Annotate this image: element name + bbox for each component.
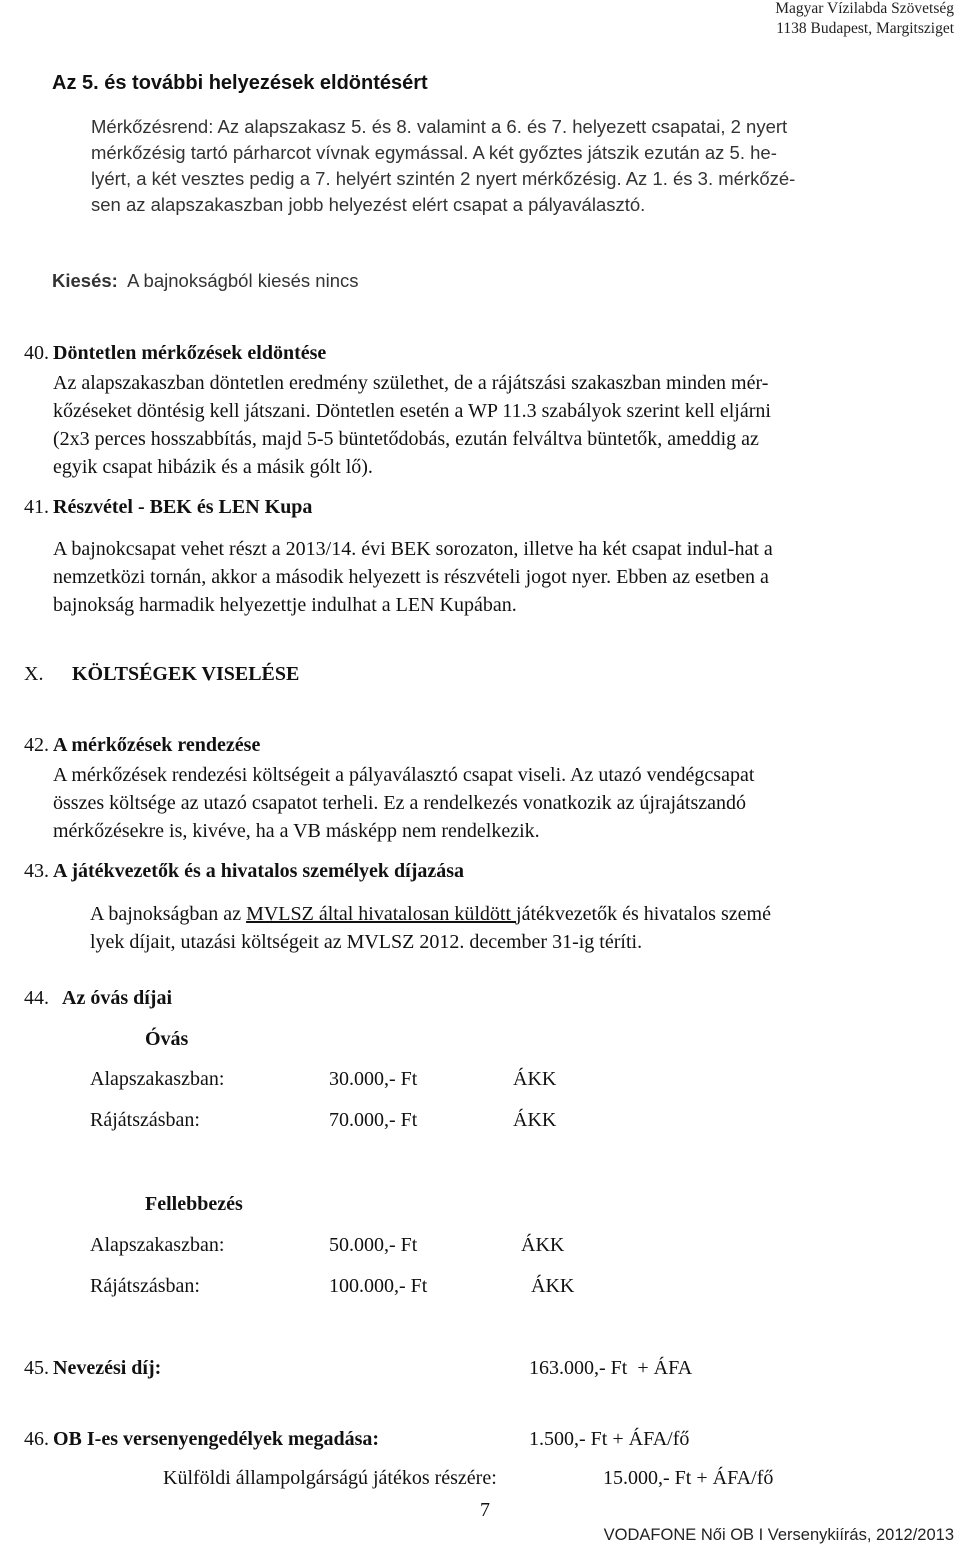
item43-line1-pre: A bajnokságban az — [90, 903, 247, 925]
item40-line: kőzéseket döntésig kell játszani. Döntetlen esetén a WP 11.3 szabályok szerint kell eljárni — [53, 400, 771, 422]
item42-number: 42. — [24, 734, 49, 756]
item43-line-2: lyek díjait, utazási költségeit az MVLSZ 2012. december 31-ig téríti. — [90, 931, 643, 953]
item40-line: egyik csapat hibázik és a másik gólt lő). — [53, 456, 373, 478]
fee-amount: 100.000,- Ft — [329, 1275, 428, 1297]
fee-label: Alapszakaszban: — [90, 1068, 225, 1090]
section-5th-line: Mérkőzésrend: Az alapszakasz 5. és 8. valamint a 6. és 7. helyezett csapatai, 2 nyert — [91, 116, 788, 137]
item45-title: Nevezési díj: — [53, 1357, 162, 1379]
item42-line: mérkőzésekre is, kivéve, ha a VB másképp nem rendelkezik. — [53, 820, 540, 842]
appeal-heading: Fellebbezés — [145, 1193, 243, 1215]
item42-body — [53, 761, 754, 845]
fee-amount: 30.000,- Ft — [329, 1068, 418, 1090]
item40-line: Az alapszakaszban döntetlen eredmény születhet, de a rájátszási szakaszban minden mér- — [53, 372, 769, 394]
item41-line: A bajnokcsapat vehet részt a 2013/14. évi BEK sorozaton, illetve ha két csapat indul-hat a — [53, 538, 773, 560]
relegation-label: Kiesés: — [52, 270, 118, 291]
item43-line1-post: játékvezetők és hivatalos szemé — [516, 903, 771, 925]
fee-amount: 70.000,- Ft — [329, 1109, 418, 1131]
section-5th-line: sen az alapszakaszban jobb helyezést elért csapat a pályaválasztó. — [91, 194, 646, 215]
item44-title: Az óvás díjai — [62, 987, 172, 1009]
item40-line: (2x3 perces hosszabbítás, majd 5-5 büntetődobás, ezután felváltva büntetők, ameddig az — [53, 428, 759, 450]
fee-label: Alapszakaszban: — [90, 1234, 225, 1256]
item42-title: A mérkőzések rendezése — [53, 734, 261, 756]
item40-body — [53, 369, 771, 481]
item46-title: OB I-es versenyengedélyek megadása: — [53, 1428, 380, 1450]
item43-line1-underlined: MVLSZ által hivatalosan küldött — [246, 903, 517, 925]
section-5th-title: Az 5. és további helyezések eldöntésért — [52, 72, 428, 94]
fee-unit: ÁKK — [531, 1275, 575, 1297]
item41-body — [53, 535, 773, 619]
item41-line: nemzetközi tornán, akkor a második helyezett is részvételi jogot nyer. Ebben az esetben a — [53, 566, 769, 588]
fee-unit: ÁKK — [513, 1068, 557, 1090]
item43-body — [90, 900, 771, 956]
relegation-line — [52, 270, 359, 292]
chapter-x-title: KÖLTSÉGEK VISELÉSE — [72, 663, 300, 685]
header-org-name: Magyar Vízilabda Szövetség — [775, 0, 954, 17]
item46-value: 1.500,- Ft + ÁFA/fő — [529, 1428, 690, 1450]
section-5th-line: lyért, a két vesztes pedig a 7. helyért szintén 2 nyert mérkőzésig. Az 1. és 3. mérkőzé- — [91, 168, 796, 189]
protest-heading: Óvás — [145, 1028, 189, 1050]
footer-doc-title: VODAFONE Női OB I Versenykiírás, 2012/2013 — [603, 1526, 954, 1544]
item46-number: 46. — [24, 1428, 49, 1450]
fee-label: Rájátszásban: — [90, 1109, 200, 1131]
fee-label: Rájátszásban: — [90, 1275, 200, 1297]
item42-line: összes költsége az utazó csapatot terheli. Ez a rendelkezés vonatkozik az újrajátszandó — [53, 792, 747, 814]
item40-number: 40. — [24, 342, 49, 364]
item44-number: 44. — [24, 987, 49, 1009]
fee-unit: ÁKK — [513, 1109, 557, 1131]
section-5th-body — [91, 114, 795, 218]
item41-number: 41. — [24, 496, 49, 518]
item40-title: Döntetlen mérkőzések eldöntése — [53, 342, 327, 364]
item43-line-1 — [90, 900, 771, 928]
item41-line: bajnokság harmadik helyezettje indulhat a LEN Kupában. — [53, 594, 517, 616]
item45-number: 45. — [24, 1357, 49, 1379]
relegation-text: A bajnokságból kiesés nincs — [127, 270, 359, 291]
fee-amount: 50.000,- Ft — [329, 1234, 418, 1256]
item43-number: 43. — [24, 860, 49, 882]
item43-title: A játékvezetők és a hivatalos személyek díjazása — [53, 860, 465, 882]
chapter-x-number: X. — [24, 663, 44, 685]
item42-line: A mérkőzések rendezési költségeit a pályaválasztó csapat viseli. Az utazó vendégcsapat — [53, 764, 755, 786]
foreign-player-value: 15.000,- Ft + ÁFA/fő — [603, 1467, 774, 1489]
foreign-player-label: Külföldi állampolgárságú játékos részére: — [163, 1467, 497, 1489]
item45-value: 163.000,- Ft + ÁFA — [529, 1357, 693, 1379]
header-address: 1138 Budapest, Margitsziget — [776, 20, 954, 37]
page-number: 7 — [480, 1499, 490, 1521]
section-5th-line: mérkőzésig tartó párharcot vívnak egymással. A két győztes játszik ezután az 5. he- — [91, 142, 777, 163]
item41-title: Részvétel - BEK és LEN Kupa — [53, 496, 313, 518]
fee-unit: ÁKK — [521, 1234, 565, 1256]
